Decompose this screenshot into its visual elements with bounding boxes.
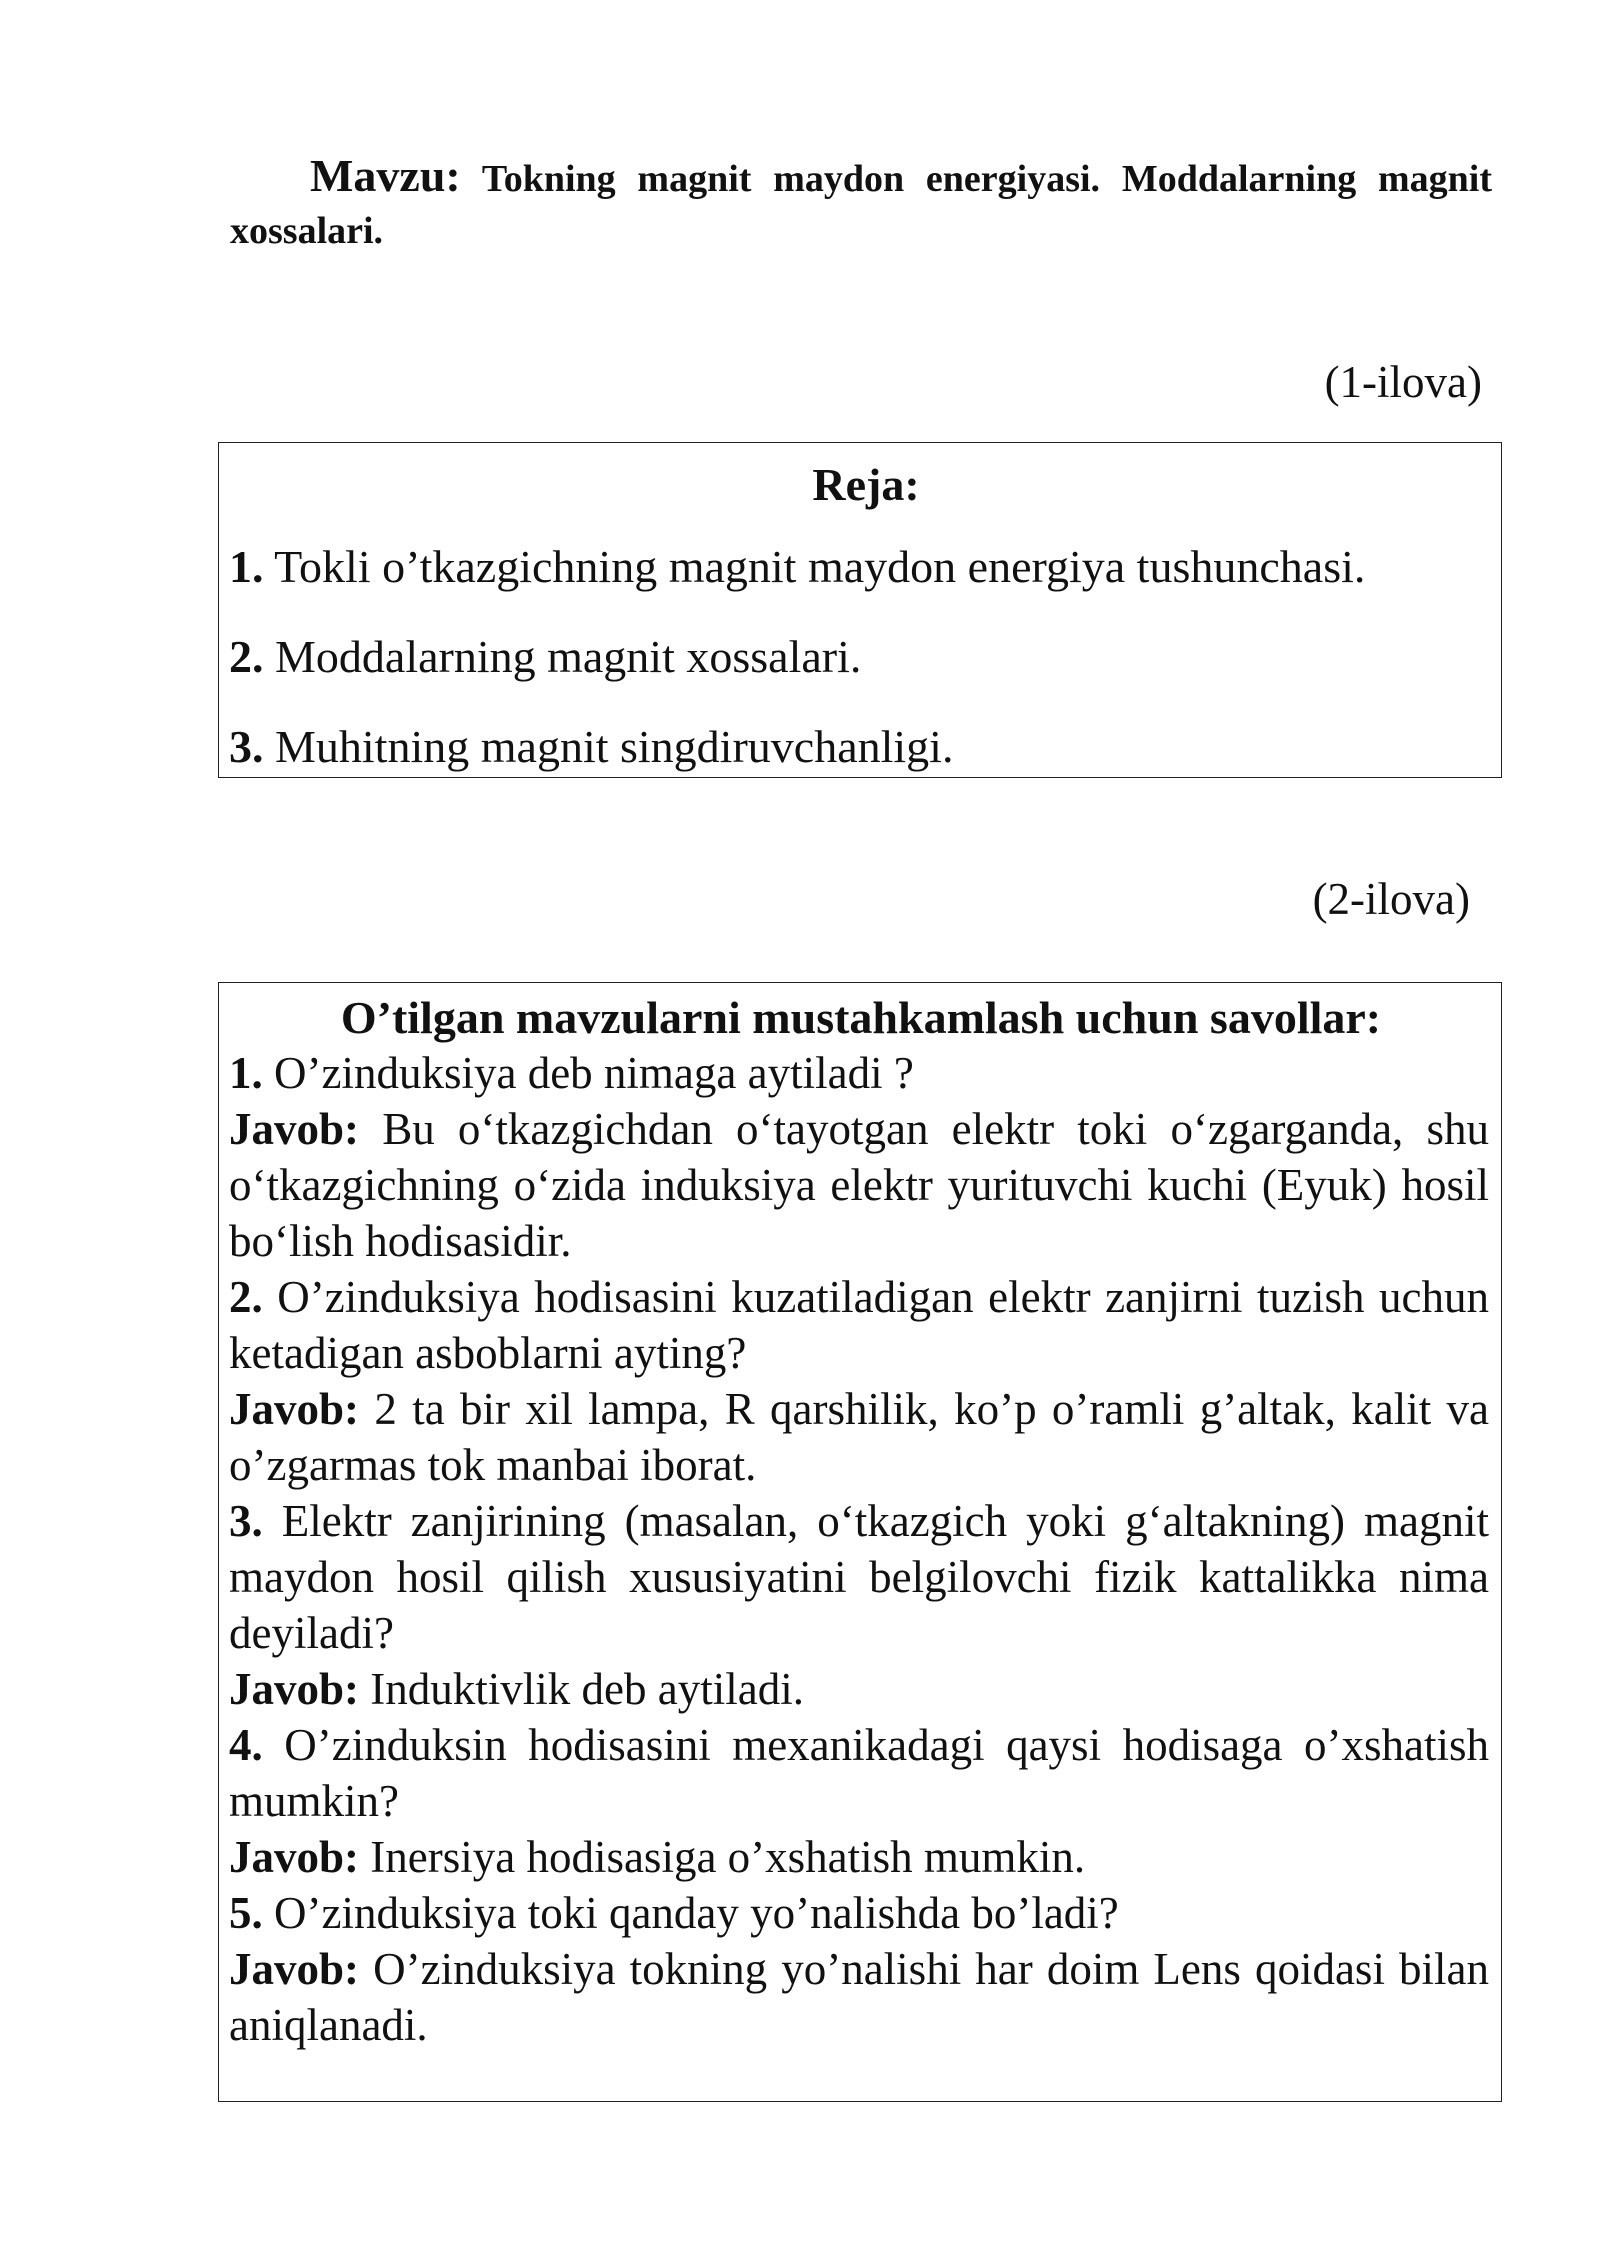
question-number: 4.	[229, 1720, 263, 1770]
answer-label: Javob:	[229, 1104, 360, 1154]
plan-title: Reja:	[812, 459, 920, 510]
answer	[229, 1941, 1489, 2053]
question	[229, 1493, 1489, 1661]
answer-label: Javob:	[229, 1944, 360, 1994]
answer	[229, 1661, 1489, 1717]
question-text: O’zinduksiya deb nimaga aytiladi ?	[274, 1048, 914, 1098]
plan-box	[218, 442, 1502, 778]
plan-item-text: Tokli o’tkazgichning magnit maydon energiya tushunchasi.	[274, 541, 1366, 592]
question-text: O’zinduksiya hodisasini kuzatiladigan elektr zanjirni tuzish uchun ketadigan asboblarni ayting?	[229, 1272, 1489, 1378]
topic-label: Mavzu:	[310, 150, 461, 201]
appendix-2-label: (2-ilova)	[1312, 874, 1470, 924]
answer-text: Bu o‘tkazgichdan o‘tayotgan elektr toki o‘zgarganda, shu o‘tkazgichning o‘zida induksiya elektr yurituvchi kuchi (Eyuk) hosil bo‘lish hodisasidir.	[229, 1104, 1489, 1266]
question-number: 2.	[229, 1272, 263, 1322]
question-text: O’zinduksiya toki qanday yo’nalishda bo’ladi?	[274, 1888, 1119, 1938]
answer	[229, 1101, 1489, 1269]
question	[229, 1045, 1489, 1101]
question	[229, 1885, 1489, 1941]
answer-text: Induktivlik deb aytiladi.	[370, 1664, 804, 1714]
plan-item-text: Muhitning magnit singdiruvchanligi.	[275, 721, 954, 772]
plan-item-number: 3.	[229, 721, 264, 772]
topic-text: Tokning magnit maydon energiyasi. Moddalarning magnit xossalari.	[230, 158, 1492, 252]
questions-title: O’tilgan mavzularni mustahkamlash uchun savollar:	[340, 992, 1382, 1043]
answer-text: O’zinduksiya tokning yo’nalishi har doim Lens qoidasi bilan aniqlanadi.	[229, 1944, 1490, 2050]
question-number: 5.	[229, 1888, 263, 1938]
plan-item	[229, 629, 1489, 685]
answer-label: Javob:	[229, 1384, 360, 1434]
answer-text: Inersiya hodisasiga o’xshatish mumkin.	[370, 1832, 1086, 1882]
questions-box	[218, 982, 1502, 2102]
plan-item	[229, 539, 1489, 595]
plan-item	[229, 719, 1489, 775]
answer	[229, 1829, 1489, 1885]
plan-item-text: Moddalarning magnit xossalari.	[275, 631, 862, 682]
question-number: 3.	[229, 1496, 263, 1546]
question-text: Elektr zanjirining (masalan, o‘tkazgich yoki g‘altakning) magnit maydon hosil qilish xususiyatini belgilovchi fizik kattalikka nima deyiladi?	[229, 1496, 1489, 1658]
answer-text: 2 ta bir xil lampa, R qarshilik, ko’p o’ramli g’altak, kalit va o’zgarmas tok manbai iborat.	[229, 1384, 1490, 1490]
answer-label: Javob:	[229, 1664, 360, 1714]
answer-label: Javob:	[229, 1832, 360, 1882]
appendix-1-label: (1-ilova)	[1324, 357, 1482, 407]
questions-list	[229, 1045, 1489, 2053]
plan-item-number: 2.	[229, 631, 264, 682]
plan-item-number: 1.	[229, 541, 264, 592]
question-number: 1.	[229, 1048, 263, 1098]
topic-heading	[230, 150, 1492, 257]
question-text: O’zinduksin hodisasini mexanikadagi qaysi hodisaga o’xshatish mumkin?	[229, 1720, 1489, 1826]
question	[229, 1717, 1489, 1829]
question	[229, 1269, 1489, 1381]
answer	[229, 1381, 1489, 1493]
